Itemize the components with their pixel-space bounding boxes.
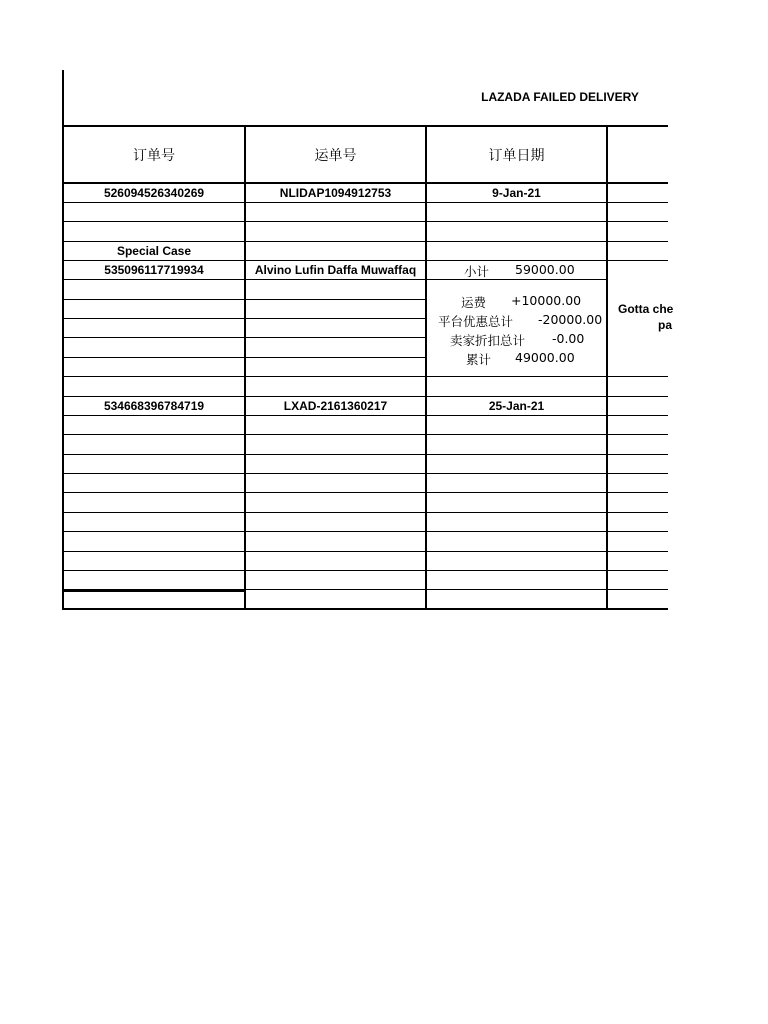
total-value: 49000.00	[515, 350, 575, 365]
grid-line	[62, 531, 668, 532]
waybill-no-cell: LXAD-2161360217	[283, 399, 388, 413]
grid-line	[62, 376, 668, 377]
subtotal-value: 59000.00	[515, 262, 575, 277]
shipping-fee-value: +10000.00	[511, 293, 582, 308]
platform-discount-label: 平台优惠总计	[438, 314, 514, 329]
order-date-cell: 25-Jan-21	[488, 399, 545, 413]
note-line-1: Gotta che	[618, 302, 674, 316]
report-title: LAZADA FAILED DELIVERY	[481, 90, 639, 104]
grid-line	[244, 589, 668, 590]
header-waybill-no: 运单号	[314, 147, 357, 164]
order-date-cell: 9-Jan-21	[492, 186, 541, 200]
grid-line	[62, 512, 668, 513]
seller-discount-label: 卖家折扣总计	[450, 333, 526, 348]
customer-name-cell: Alvino Lufin Daffa Muwaffaq	[254, 263, 417, 277]
total-label: 累计	[466, 352, 492, 367]
seller-discount-value: -0.00	[552, 331, 585, 346]
grid-line	[62, 279, 607, 280]
grid-line	[62, 415, 668, 416]
grid-line	[62, 492, 668, 493]
grid-line	[62, 454, 668, 455]
waybill-no-cell: NLIDAP1094912753	[279, 186, 392, 200]
special-case-label: Special Case	[116, 244, 192, 258]
platform-discount-value: -20000.00	[538, 312, 603, 327]
shipping-fee-label: 运费	[461, 295, 487, 310]
grid-line	[62, 473, 668, 474]
header-order-no: 订单号	[133, 147, 175, 164]
grid-line	[62, 570, 668, 571]
column-line	[606, 125, 608, 610]
grid-line	[62, 221, 668, 222]
order-no-cell: 526094526340269	[103, 186, 205, 200]
table-bottom-line	[62, 608, 668, 610]
grid-line	[62, 202, 668, 203]
header-order-date: 订单日期	[488, 147, 545, 164]
order-no-cell: 535096117719934	[104, 263, 204, 277]
subtotal-label: 小计	[464, 264, 490, 279]
grid-line	[62, 434, 668, 435]
grid-line	[62, 551, 668, 552]
note-line-2: pa	[658, 318, 673, 332]
thick-grid-line	[62, 589, 244, 592]
order-no-cell: 534668396784719	[103, 399, 205, 413]
